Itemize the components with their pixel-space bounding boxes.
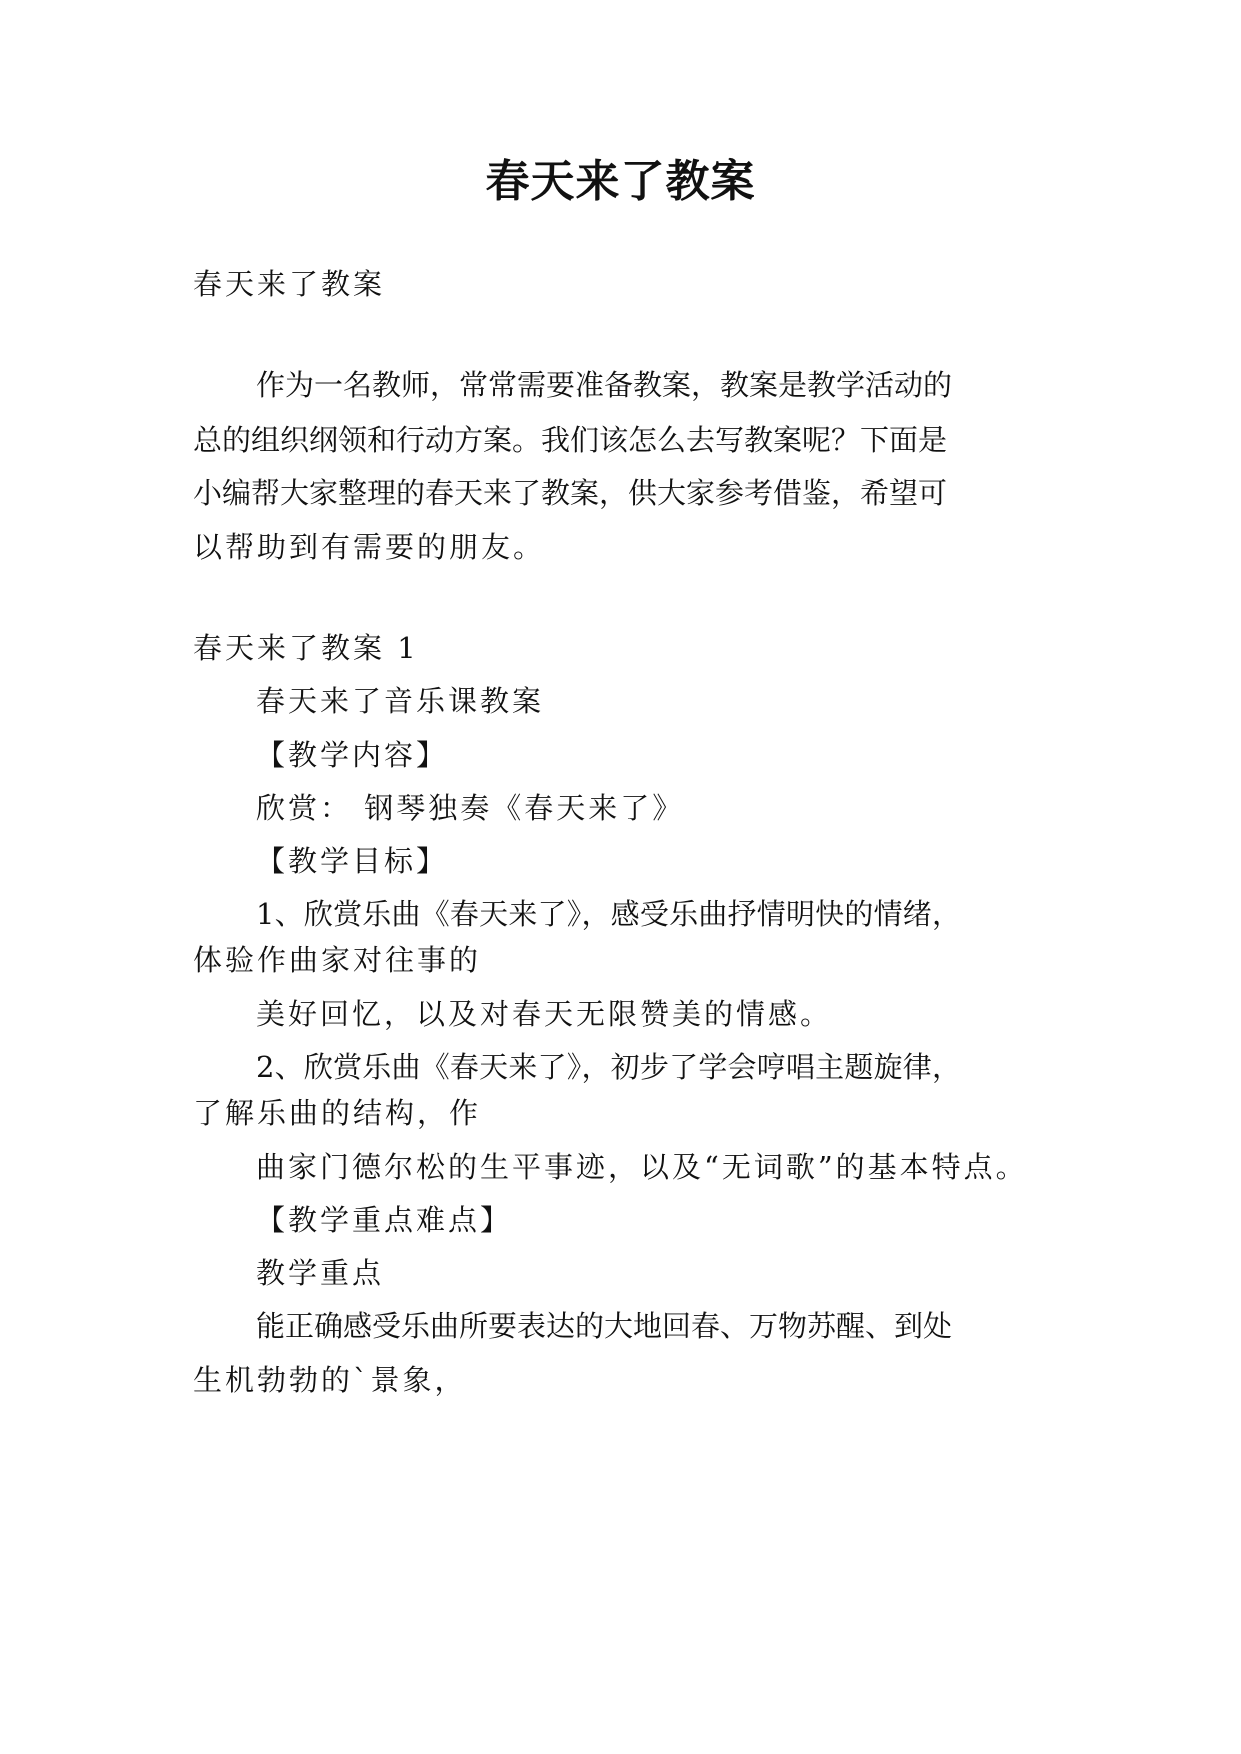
document-subtitle: 春天来了教案	[193, 267, 386, 301]
body-line-14: 生机勃勃的`景象，	[193, 1363, 467, 1397]
document-title: 春天来了教案	[485, 156, 756, 207]
body-line-8: 2、欣赏乐曲《春天来了》，初步了学会哼唱主题旋律，	[256, 1050, 961, 1084]
body-line-9: 了解乐曲的结构，作	[193, 1096, 482, 1130]
body-line-11: 【教学重点难点】	[256, 1203, 513, 1237]
body-line-3: 欣赏： 钢琴独奏《春天来了》	[256, 791, 685, 825]
body-line-12: 教学重点	[256, 1256, 385, 1290]
intro-line-1: 作为一名教师，常常需要准备教案，教案是教学活动的	[256, 368, 953, 402]
body-line-13: 能正确感受乐曲所要表达的大地回春、万物苏醒、到处	[256, 1309, 953, 1343]
body-line-7: 美好回忆，以及对春天无限赞美的情感。	[256, 997, 833, 1031]
body-line-6: 体验作曲家对往事的	[193, 943, 482, 977]
body-line-5: 1、欣赏乐曲《春天来了》，感受乐曲抒情明快的情绪，	[256, 897, 961, 931]
body-line-10: 曲家门德尔松的生平事迹，以及“无词歌”的基本特点。	[256, 1150, 1028, 1184]
body-line-1: 春天来了音乐课教案	[256, 684, 545, 718]
body-line-2: 【教学内容】	[256, 738, 449, 772]
section-heading: 春天来了教案 1	[193, 631, 419, 665]
body-line-4: 【教学目标】	[256, 844, 449, 878]
intro-line-4: 以帮助到有需要的朋友。	[193, 530, 546, 564]
intro-line-3: 小编帮大家整理的春天来了教案，供大家参考借鉴，希望可	[193, 476, 948, 510]
intro-line-2: 总的组织纲领和行动方案。我们该怎么去写教案呢？下面是	[193, 423, 948, 457]
